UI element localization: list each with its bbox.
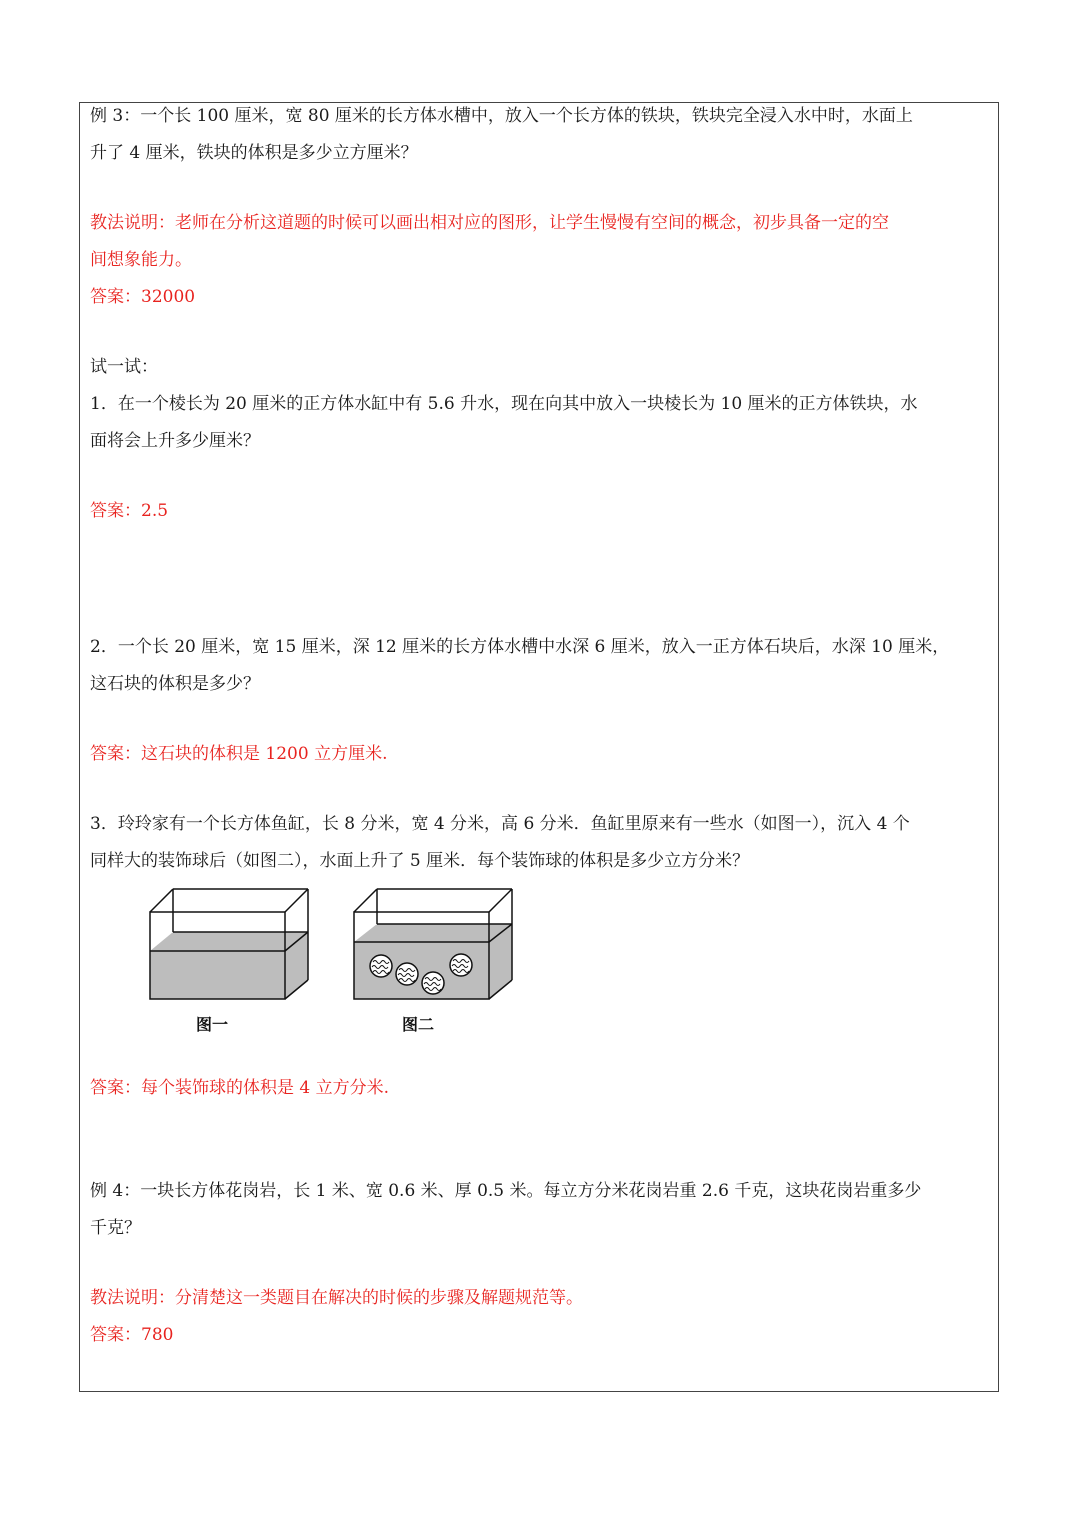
example3-question-line1: 例 3：一个长 100 厘米，宽 80 厘米的长方体水槽中，放入一个长方体的铁块，铁块完全浸入水中时，水面上 [90, 106, 913, 126]
ball-3 [422, 972, 444, 994]
example4-answer: 答案：780 [90, 1325, 174, 1345]
figure-1-caption: 图一 [196, 1015, 229, 1034]
example3-method-line1: 教法说明：老师在分析这道题的时候可以画出相对应的图形，让学生慢慢有空间的概念，初步具备一定的空 [90, 213, 889, 233]
q3-line1: 3．玲玲家有一个长方体鱼缸，长 8 分米，宽 4 分米，高 6 分米．鱼缸里原来有一些水（如图一），沉入 4 个 [90, 814, 910, 834]
practice-heading: 试一试： [90, 357, 158, 377]
example4-question-line1: 例 4：一块长方体花岗岩，长 1 米、宽 0.6 米、厚 0.5 米。每立方分米花岗岩重 2.6 千克，这块花岗岩重多少 [90, 1181, 922, 1201]
figure-2-caption: 图二 [402, 1015, 435, 1034]
ball-1 [370, 955, 392, 977]
q1-line1: 1．在一个棱长为 20 厘米的正方体水缸中有 5.6 升水，现在向其中放入一块棱长为 10 厘米的正方体铁块，水 [90, 394, 918, 414]
example3-question-line2: 升了 4 厘米，铁块的体积是多少立方厘米？ [90, 143, 418, 163]
q2-answer: 答案：这石块的体积是 1200 立方厘米. [90, 744, 388, 764]
q1-line2: 面将会上升多少厘米？ [90, 431, 260, 451]
q2-line1: 2．一个长 20 厘米，宽 15 厘米，深 12 厘米的长方体水槽中水深 6 厘米，放入一正方体石块后，水深 10 厘米， [90, 637, 950, 657]
q3-answer: 答案：每个装饰球的体积是 4 立方分米. [90, 1078, 390, 1098]
example3-method-line2: 间想象能力。 [90, 250, 192, 270]
figure-1-tank [140, 884, 315, 1006]
q3-line2: 同样大的装饰球后（如图二），水面上升了 5 厘米．每个装饰球的体积是多少立方分米？ [90, 851, 750, 871]
example4-question-line2: 千克？ [90, 1218, 141, 1238]
ball-4 [450, 954, 472, 976]
q2-line2: 这石块的体积是多少？ [90, 674, 260, 694]
example3-answer: 答案：32000 [90, 287, 196, 307]
ball-2 [396, 963, 418, 985]
example4-method: 教法说明：分清楚这一类题目在解决的时候的步骤及解题规范等。 [90, 1288, 583, 1308]
q1-answer: 答案：2.5 [90, 501, 169, 521]
figure-2-tank [344, 884, 519, 1006]
